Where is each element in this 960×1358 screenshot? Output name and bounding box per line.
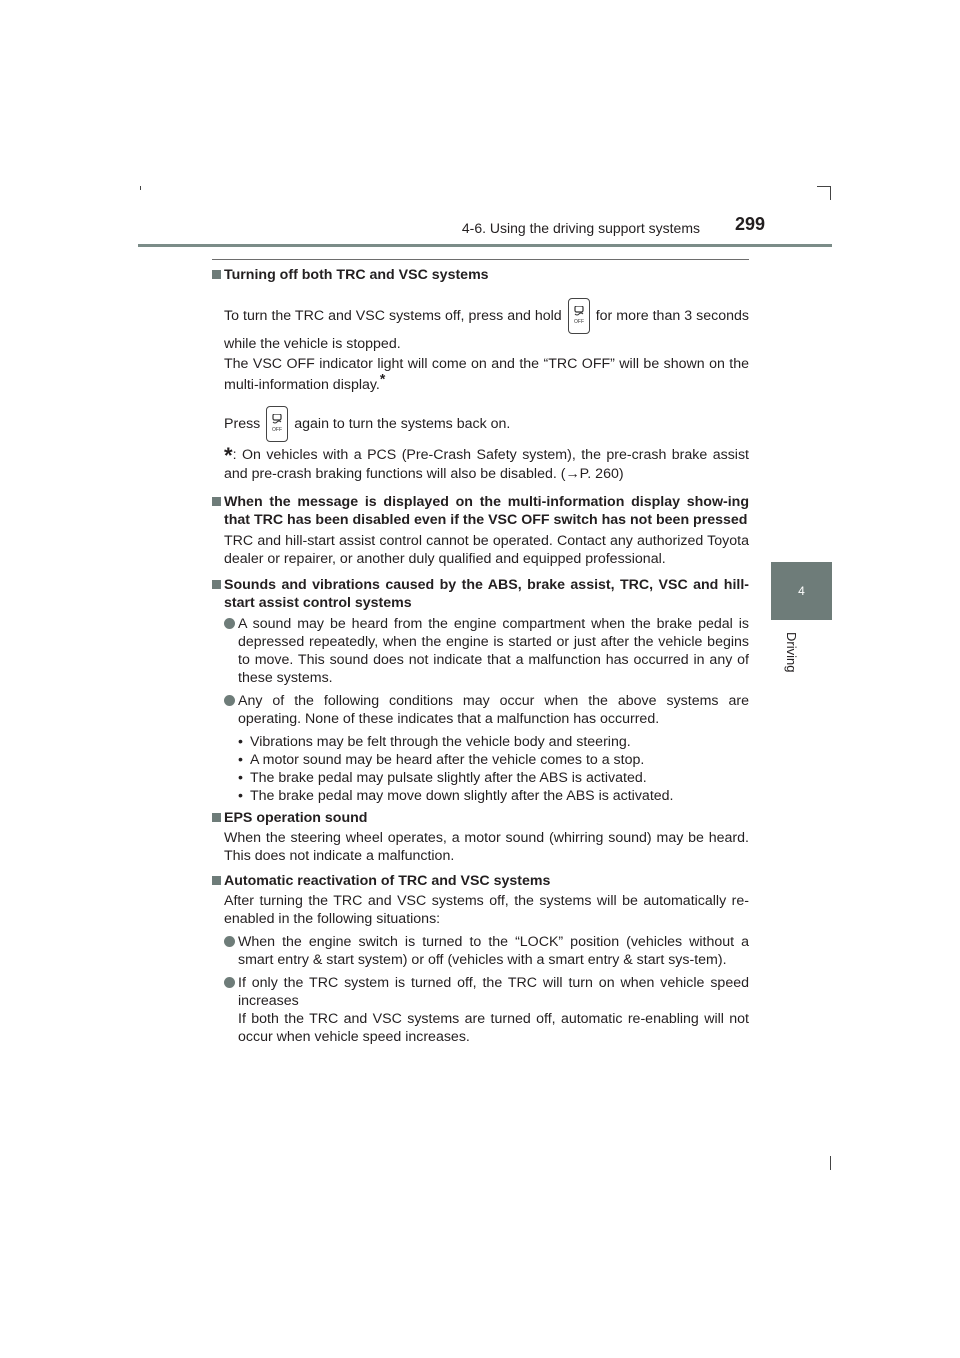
- sub-list-item: • The brake pedal may pulsate slightly after the ABS is activated.: [238, 770, 647, 786]
- crop-mark: [830, 1156, 831, 1170]
- sub-list-item: • A motor sound may be heard after the vehicle comes to a stop.: [238, 752, 645, 768]
- footnote: *: On vehicles with a PCS (Pre-Crash Safety system), the pre-crash brake assist and pre-crash braking functions will also be disabled. (→P. 260): [224, 443, 749, 482]
- section-title: Sounds and vibrations caused by the ABS, brake assist, TRC, VSC and hill-start assist control systems: [212, 576, 749, 612]
- section-title: EPS operation sound: [212, 809, 749, 827]
- svg-text:OFF: OFF: [573, 319, 584, 325]
- sub-list: [212, 733, 749, 805]
- crop-mark: [830, 186, 831, 200]
- header-rule: [138, 244, 832, 247]
- chapter-tab[interactable]: [771, 562, 832, 620]
- bullet-icon: [224, 936, 235, 947]
- bullet-icon: [224, 695, 235, 706]
- vsc-off-switch-icon: [266, 406, 288, 442]
- paragraph: When the steering wheel operates, a motor sound (whirring sound) may be heard. This does not indicate a malfunction.: [224, 830, 749, 864]
- bullet-icon: [224, 977, 235, 988]
- main-content: [212, 266, 749, 1046]
- paragraph: The VSC OFF indicator light will come on and the “TRC OFF” will be shown on the multi-information display.*: [224, 356, 749, 393]
- square-marker-icon: [212, 813, 221, 822]
- vsc-off-switch-icon: [568, 298, 590, 334]
- square-marker-icon: [212, 876, 221, 885]
- section-title: When the message is displayed on the multi-information display show-ing that TRC has been disabled even if the VSC OFF switch has not been pressed: [212, 493, 749, 529]
- paragraph: Press OFF again to turn the systems back on.: [212, 406, 749, 442]
- list-item: When the engine switch is turned to the “LOCK” position (vehicles without a smart entry & start system) or off (vehicles with a smart entry & start sys-tem).: [212, 933, 749, 969]
- list-item: If only the TRC system is turned off, the TRC will turn on when vehicle speed increases If both the TRC and VSC systems are turned off, automatic re-enabling will not occur when vehicle speed increases.: [212, 974, 749, 1046]
- section-title: Automatic reactivation of TRC and VSC systems: [212, 872, 749, 890]
- bullet-icon: [224, 618, 235, 629]
- list-item: A sound may be heard from the engine compartment when the brake pedal is depressed repeatedly, when the engine is started or just after the vehicle begins to move. This sound does not indicate that a malfunction has occurred in any of these systems.: [212, 615, 749, 687]
- chapter-number: 4: [798, 584, 805, 598]
- sub-list-item: • Vibrations may be felt through the vehicle body and steering.: [238, 734, 631, 750]
- paragraph: After turning the TRC and VSC systems off, the systems will be automatically re-enabled in the following situations:: [224, 893, 749, 927]
- square-marker-icon: [212, 270, 221, 279]
- crop-mark: [817, 186, 831, 187]
- list-item: Any of the following conditions may occur when the above systems are operating. None of these indicates that a malfunction has occurred.: [212, 692, 749, 728]
- section-rule: [212, 259, 749, 260]
- section-title: Turning off both TRC and VSC systems: [212, 266, 749, 284]
- paragraph: To turn the TRC and VSC systems off, press and hold OFF for more than 3 seconds while the vehicle is stopped.: [212, 298, 749, 354]
- paragraph: TRC and hill-start assist control cannot be operated. Contact any authorized Toyota dealer or repairer, or another duly qualified and equipped professional.: [224, 533, 749, 567]
- chapter-label: Driving: [784, 632, 799, 673]
- square-marker-icon: [212, 580, 221, 589]
- page-number: 299: [735, 214, 766, 234]
- chapter-header: 4-6. Using the driving support systems: [461, 220, 700, 236]
- svg-text:OFF: OFF: [272, 427, 283, 433]
- sub-list-item: • The brake pedal may move down slightly after the ABS is activated.: [238, 788, 674, 804]
- square-marker-icon: [212, 497, 221, 506]
- crop-mark: [140, 186, 141, 190]
